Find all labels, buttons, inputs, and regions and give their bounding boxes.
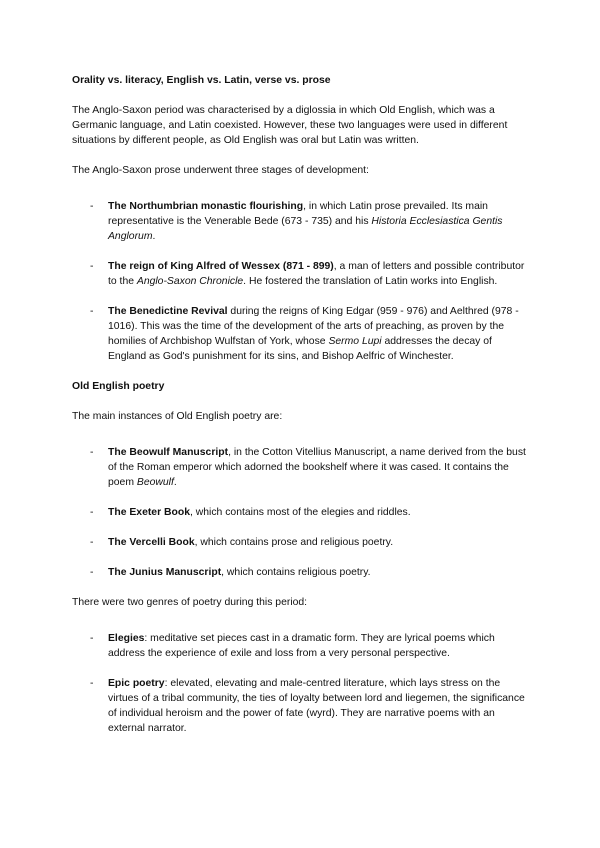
item-text-end: addresses the decay of England as God's punishment for its sins, and Bishop Aelfric of Winchester.: [108, 336, 492, 362]
list-item: [72, 505, 530, 520]
genres-list: [72, 631, 530, 736]
stages-intro: The Anglo-Saxon prose underwent three stages of development:: [72, 165, 369, 176]
item-title: The Beowulf Manuscript: [108, 447, 229, 458]
dash-bullet: -: [90, 633, 94, 644]
item-title: Epic poetry: [108, 678, 165, 689]
item-title: The Exeter Book: [108, 507, 190, 518]
dash-bullet: -: [90, 537, 94, 548]
dash-bullet: -: [90, 507, 94, 518]
list-item: [72, 565, 530, 580]
item-title: The Junius Manuscript: [108, 567, 222, 578]
section-heading-poetry: Old English poetry: [72, 381, 165, 392]
item-title: The Northumbrian monastic flourishing: [108, 201, 304, 212]
dash-bullet: -: [90, 261, 94, 272]
item-italic: Historia Ecclesiastica Gentis Anglorum: [108, 216, 503, 242]
item-italic: Anglo-Saxon Chronicle: [136, 276, 244, 287]
list-item: [72, 445, 530, 490]
intro-paragraph: The Anglo-Saxon period was characterised by a diglossia in which Old English, which was a Germanic language, and Latin coexisted. However, these two languages were used in different situations by different people, as Old English was oral but Latin was written.: [72, 105, 508, 146]
item-title: The Vercelli Book: [108, 537, 195, 548]
item-text-end: .: [173, 477, 177, 488]
item-italic: Sermo Lupi: [328, 336, 382, 347]
dash-bullet: -: [90, 567, 94, 578]
item-text: , in the Cotton Vitellius Manuscript, a name derived from the bust of the Roman emperor which adorned the bookshelf where it was cased. It contains the poem: [108, 447, 526, 488]
item-text: during the reigns of King Edgar (959 - 976) and Aelthred (978 - 1016). This was the time of the development of the arts of preaching, as proven by the homilies of Archbishop Wulfstan of York, whose: [108, 306, 519, 347]
item-italic: Beowulf: [136, 477, 174, 488]
list-item: [72, 631, 530, 661]
item-text-end: .: [152, 231, 156, 242]
item-text: , which contains prose and religious poetry.: [194, 537, 394, 548]
dash-bullet: -: [90, 201, 94, 212]
poetry-intro: The main instances of Old English poetry are:: [72, 411, 283, 422]
item-text: , which contains religious poetry.: [221, 567, 371, 578]
list-item: [72, 199, 530, 244]
genres-intro: There were two genres of poetry during this period:: [72, 597, 308, 608]
dash-bullet: -: [90, 678, 94, 689]
item-title: The Benedictine Revival: [108, 306, 228, 317]
item-text: , a man of letters and possible contributor to the: [108, 261, 525, 287]
item-text: , which contains most of the elegies and riddles.: [190, 507, 411, 518]
list-item: [72, 304, 530, 364]
section-heading-orality: Orality vs. literacy, English vs. Latin, verse vs. prose: [72, 75, 331, 86]
dash-bullet: -: [90, 306, 94, 317]
list-item: [72, 676, 530, 736]
item-text: , in which Latin prose prevailed. Its main representative is the Venerable Bede (673 - 735) and his: [108, 201, 488, 227]
manuscripts-list: [72, 445, 530, 580]
item-text-end: . He fostered the translation of Latin works into English.: [243, 276, 498, 287]
item-title: Elegies: [108, 633, 145, 644]
item-title: The reign of King Alfred of Wessex (871 - 899): [108, 261, 334, 272]
prose-stages-list: [72, 199, 530, 364]
item-text: : meditative set pieces cast in a dramatic form. They are lyrical poems which address the experience of exile and loss from a very personal perspective.: [108, 633, 495, 659]
list-item: [72, 259, 530, 289]
dash-bullet: -: [90, 447, 94, 458]
item-text: : elevated, elevating and male-centred literature, which lays stress on the virtues of a tribal community, the ties of loyalty between lord and liegemen, the significance of individual heroism and the power of fate (wyrd). They are narrative poems with an external narrator.: [108, 678, 525, 734]
list-item: [72, 535, 530, 550]
